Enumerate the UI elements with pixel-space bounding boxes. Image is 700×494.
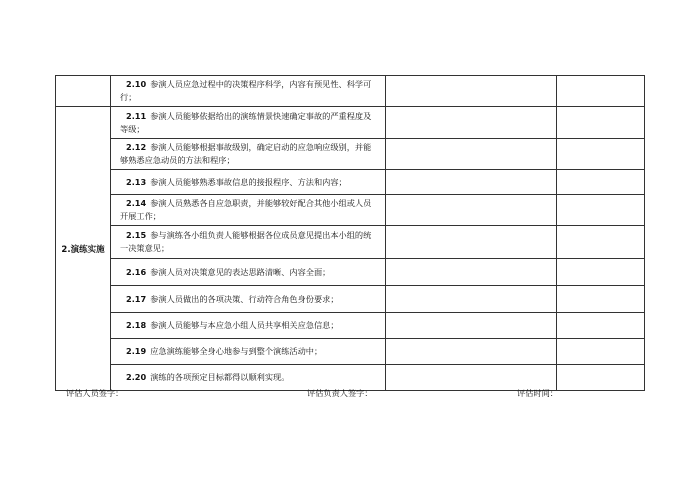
item-2-18: 2.18 参演人员能够与本应急小组人员共享相关应急信息； [111, 313, 386, 339]
item-2-13: 2.13 参演人员能够熟悉事故信息的接报程序、方法和内容； [111, 170, 386, 195]
item-2-14: 2.14 参演人员熟悉各自应急职责，并能够较好配合其他小组或人员开展工作； [111, 195, 386, 226]
table-row [56, 286, 645, 313]
remark-cell[interactable] [557, 226, 645, 259]
item-2-12: 2.12 参演人员能够根据事故级别，确定启动的应急响应级别，并能够熟悉应急动员的方法和程序； [111, 139, 386, 170]
item-2-10: 2.10 参演人员应急过程中的决策程序科学，内容有预见性、科学可行； [111, 76, 386, 107]
item-2-17: 2.17 参演人员做出的各项决策、行动符合角色身份要求； [111, 286, 386, 313]
evaluation-cell[interactable] [386, 226, 557, 259]
evaluation-time-label: 评估时间： [517, 388, 558, 398]
section-cell-empty [56, 76, 111, 107]
section-label: 2.演练实施 [56, 107, 111, 391]
table-row [56, 365, 645, 391]
evaluator-signature-label: 评估人员签字： [66, 388, 124, 398]
remark-cell[interactable] [557, 139, 645, 170]
table-row [56, 195, 645, 226]
remark-cell[interactable] [557, 313, 645, 339]
table-row [56, 259, 645, 286]
remark-cell[interactable] [557, 107, 645, 139]
item-2-15: 2.15 参与演练各小组负责人能够根据各位成员意见提出本小组的统一决策意见； [111, 226, 386, 259]
evaluation-table-container [55, 75, 644, 391]
remark-cell[interactable] [557, 170, 645, 195]
remark-cell[interactable] [557, 365, 645, 391]
evaluation-table [55, 75, 645, 391]
item-2-11: 2.11 参演人员能够依据给出的演练情景快速确定事故的严重程度及等级； [111, 107, 386, 139]
evaluation-cell[interactable] [386, 107, 557, 139]
table-row [56, 339, 645, 365]
evaluation-cell[interactable] [386, 76, 557, 107]
remark-cell[interactable] [557, 286, 645, 313]
signature-footer [0, 388, 700, 402]
table-row [56, 107, 645, 139]
evaluation-cell[interactable] [386, 286, 557, 313]
evaluation-cell[interactable] [386, 139, 557, 170]
remark-cell[interactable] [557, 76, 645, 107]
item-2-16: 2.16 参演人员对决策意见的表达思路清晰、内容全面； [111, 259, 386, 286]
item-2-20: 2.20 演练的各项预定目标都得以顺利实现。 [111, 365, 386, 391]
table-row [56, 76, 645, 107]
evaluation-cell[interactable] [386, 259, 557, 286]
remark-cell[interactable] [557, 195, 645, 226]
table-row [56, 313, 645, 339]
evaluation-cell[interactable] [386, 339, 557, 365]
remark-cell[interactable] [557, 339, 645, 365]
table-row [56, 139, 645, 170]
table-row [56, 170, 645, 195]
leader-signature-label: 评估负责人签字： [307, 388, 373, 398]
table-row [56, 226, 645, 259]
evaluation-cell[interactable] [386, 313, 557, 339]
evaluation-cell[interactable] [386, 365, 557, 391]
evaluation-cell[interactable] [386, 170, 557, 195]
item-2-19: 2.19 应急演练能够全身心地参与到整个演练活动中； [111, 339, 386, 365]
evaluation-cell[interactable] [386, 195, 557, 226]
remark-cell[interactable] [557, 259, 645, 286]
